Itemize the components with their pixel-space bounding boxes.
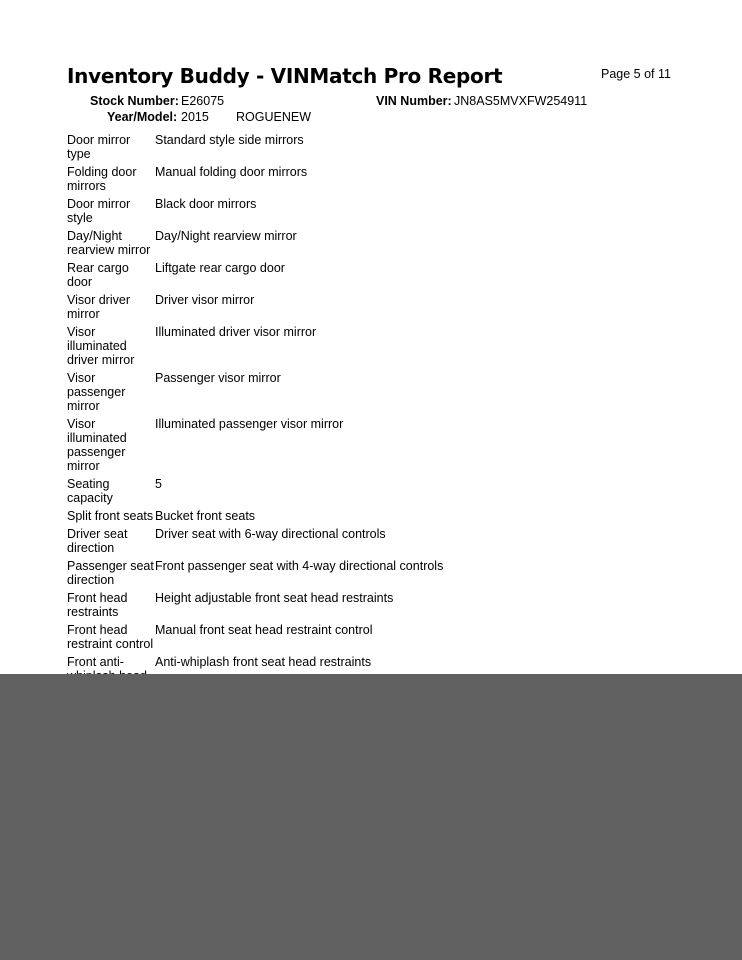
spec-row [67, 417, 667, 473]
spec-label: Visor driver mirror [67, 293, 130, 321]
spec-row [67, 509, 667, 523]
spec-label: Seating capacity [67, 477, 113, 505]
spec-row [67, 229, 667, 257]
spec-row [67, 133, 667, 161]
spec-value: Driver seat with 6-way directional controls [155, 527, 386, 541]
spec-value: 5 [155, 477, 162, 491]
spec-row [67, 261, 667, 289]
spec-value: Illuminated passenger visor mirror [155, 417, 344, 431]
spec-value: Driver visor mirror [155, 293, 255, 307]
stock-number-value: E26075 [181, 94, 225, 108]
page-indicator: Page 5 of 11 [601, 67, 671, 81]
spec-value: Day/Night rearview mirror [155, 229, 297, 243]
spec-label: Visor passenger mirror [67, 371, 126, 413]
spec-value: Passenger visor mirror [155, 371, 281, 385]
spec-label: Door mirror type [67, 133, 131, 161]
stock-number-label: Stock Number: [90, 94, 179, 108]
spec-value: Illuminated driver visor mirror [155, 325, 317, 339]
vin-value: JN8AS5MVXFW254911 [454, 94, 588, 108]
spec-label: Visor illuminated driver mirror [67, 325, 135, 367]
vin-label: VIN Number: [376, 94, 452, 108]
spec-value: Standard style side mirrors [155, 133, 304, 147]
spec-row [67, 371, 667, 413]
gray-overlay [0, 674, 742, 960]
spec-row [67, 527, 667, 555]
spec-label: Front anti- [67, 655, 124, 669]
report-title: Inventory Buddy - VINMatch Pro Report [67, 64, 503, 88]
spec-row [67, 591, 667, 619]
spec-label: Split front seats [67, 509, 154, 523]
spec-value: Anti-whiplash front seat head restraints [155, 655, 372, 669]
spec-label: Front head restraints [67, 591, 128, 619]
spec-label: Rear cargo door [67, 261, 129, 289]
spec-value: Height adjustable front seat head restraints [155, 591, 394, 605]
spec-row [67, 293, 667, 321]
spec-label: Day/Night rearview mirror [67, 229, 151, 257]
spec-value: Black door mirrors [155, 197, 257, 211]
spec-value: Manual front seat head restraint control [155, 623, 373, 637]
spec-label: Passenger seat direction [67, 559, 154, 587]
spec-row [67, 477, 667, 505]
spec-row [67, 623, 667, 651]
year-model-label: Year/Model: [107, 110, 178, 124]
spec-row [67, 325, 667, 367]
spec-label: Visor illuminated passenger mirror [67, 417, 127, 473]
spec-label: Door mirror style [67, 197, 131, 225]
year-value: 2015 [181, 110, 209, 124]
spec-row [67, 559, 667, 587]
spec-label: Front head restraint control [67, 623, 154, 651]
spec-value: Bucket front seats [155, 509, 256, 523]
spec-label: Folding door mirrors [67, 165, 137, 193]
model-value: ROGUENEW [236, 110, 311, 124]
spec-row [67, 165, 667, 193]
spec-value: Liftgate rear cargo door [155, 261, 285, 275]
spec-table [67, 133, 667, 687]
spec-row [67, 197, 667, 225]
spec-value: Manual folding door mirrors [155, 165, 308, 179]
spec-label: Driver seat direction [67, 527, 128, 555]
spec-value: Front passenger seat with 4-way directional controls [155, 559, 444, 573]
